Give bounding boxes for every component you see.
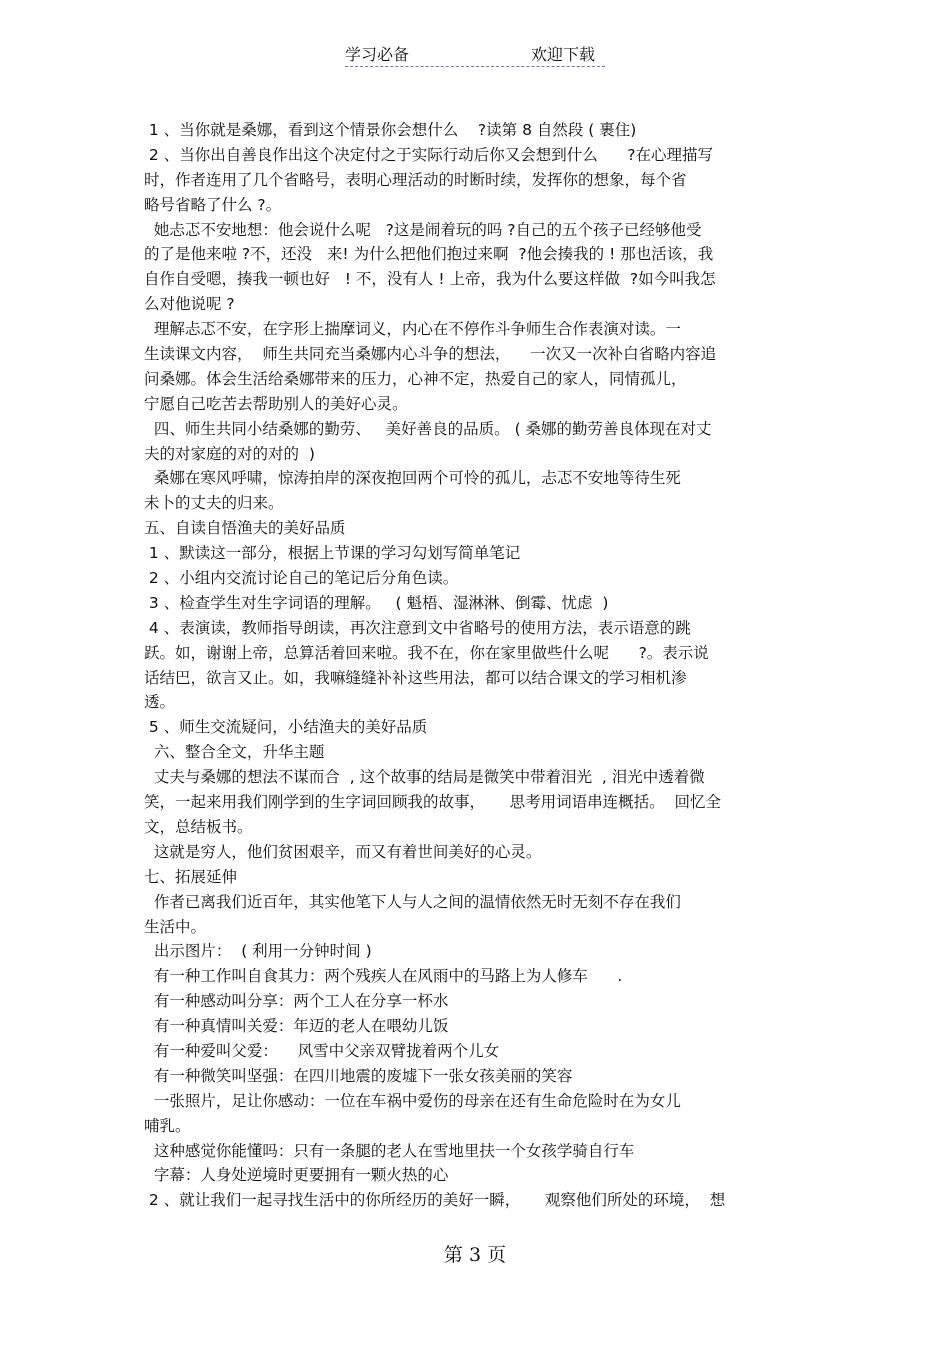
text-line: 有一种工作叫自食其力：两个残疾人在风雨中的马路上为人修车 . bbox=[144, 967, 623, 986]
text-line: 有一种真情叫关爱：年迈的老人在喂幼儿饭 bbox=[144, 1017, 449, 1036]
text-line: 4 、表演读，教师指导朗读，再次注意到文中省略号的使用方法，表示语意的跳 bbox=[144, 618, 691, 637]
text-line: 五、自读自悟渔夫的美好品质 bbox=[144, 519, 346, 538]
header-left-text: 学习必备 bbox=[345, 45, 410, 64]
text-line: 六、整合全文，升华主题 bbox=[144, 743, 325, 762]
text-line: 夫的对家庭的对的对的 ) bbox=[144, 444, 315, 463]
page-number: 第 3 页 bbox=[443, 1244, 507, 1266]
text-line: 这就是穷人，他们贫困艰辛，而又有着世间美好的心灵。 bbox=[144, 842, 542, 861]
text-line: 宁愿自己吃苦去帮助别人的美好心灵。 bbox=[144, 394, 408, 413]
text-line: 字幕：人身处逆境时更要拥有一颗火热的心 bbox=[144, 1166, 449, 1185]
text-line: 自作自受嗯，揍我一顿也好 ! 不，没有人 ! 上帝，我为什么要这样做 ?如今叫我怎 bbox=[144, 270, 716, 289]
text-line: 哺乳。 bbox=[144, 1116, 191, 1135]
page-header bbox=[345, 40, 605, 67]
text-line: 笑，一起来用我们刚学到的生字词回顾我的故事， 思考用词语串连概括。 回忆全 bbox=[144, 793, 721, 812]
text-line: 桑娜在寒风呼啸，惊涛拍岸的深夜抱回两个可怜的孤儿，忐忑不安地等待生死 bbox=[144, 469, 681, 488]
text-line: 有一种微笑叫坚强：在四川地震的废墟下一张女孩美丽的笑容 bbox=[144, 1066, 573, 1085]
text-line: 话结巴，欲言又止。如，我嘛缝缝补补这些用法，都可以结合课文的学习相机渗 bbox=[144, 668, 687, 687]
text-line: 生读课文内容， 师生共同充当桑娜内心斗争的想法， 一次又一次补白省略内容追 bbox=[144, 345, 717, 364]
text-line: 的了是他来啦 ?不，还没 来! 为什么把他们抱过来啊 ?他会揍我的 ! 那也活该，我 bbox=[144, 245, 714, 264]
text-line: 文，总结板书。 bbox=[144, 817, 253, 836]
text-line: 有一种感动叫分享：两个工人在分享一杯水 bbox=[144, 992, 449, 1011]
text-line: 她忐忑不安地想：他会说什么呢 ?这是闹着玩的吗 ?自己的五个孩子已经够他受 bbox=[144, 220, 702, 239]
text-line: 跃。如，谢谢上帝，总算活着回来啦。我不在，你在家里做些什么呢 ?。表示说 bbox=[144, 643, 709, 662]
text-line: 1 、当你就是桑娜，看到这个情景你会想什么 ?读第 8 自然段 ( 裹住) bbox=[144, 121, 637, 139]
text-line: 略号省略了什么 ?。 bbox=[144, 195, 282, 214]
text-line: 未卜的丈夫的归来。 bbox=[144, 494, 284, 513]
text-line: 有一种爱叫父爱： 风雪中父亲双臂拢着两个儿女 bbox=[144, 1041, 500, 1060]
text-line: 四、师生共同小结桑娜的勤劳、 美好善良的品质。 ( 桑娜的勤劳善良体现在对丈 bbox=[144, 419, 712, 438]
text-line: 生活中。 bbox=[144, 917, 207, 936]
text-line: 作者已离我们近百年，其实他笔下人与人之间的温情依然无时无刻不存在我们 bbox=[144, 892, 681, 911]
text-line: 3 、检查学生对生字词语的理解。 ( 魁梧、湿淋淋、倒霉、忧虑 ) bbox=[144, 593, 609, 612]
header-right-text: 欢迎下载 bbox=[531, 45, 596, 64]
text-line: 时，作者连用了几个省略号，表明心理活动的时断时续，发挥你的想象，每个省 bbox=[144, 170, 687, 189]
text-line: 理解忐忑不安，在字形上揣摩词义，内心在不停作斗争师生合作表演对读。一 bbox=[144, 320, 681, 339]
text-line: 七、拓展延伸 bbox=[144, 867, 238, 886]
text-line: 1 、默读这一部分，根据上节课的学习勾划写简单笔记 bbox=[144, 544, 521, 563]
text-line: 2 、当你出自善良作出这个决定付之于实际行动后你又会想到什么 ?在心理描写 bbox=[144, 145, 714, 164]
text-line: 问桑娜。体会生活给桑娜带来的压力，心神不定，热爱自己的家人，同情孤儿， bbox=[144, 369, 687, 388]
text-line: 一张照片，足让你感动：一位在车祸中爱伤的母亲在还有生命危险时在为女儿 bbox=[144, 1091, 681, 1110]
text-line: 5 、师生交流疑问，小结渔夫的美好品质 bbox=[144, 718, 428, 737]
text-line: 么对他说呢 ? bbox=[144, 295, 235, 314]
text-line: 丈夫与桑娜的想法不谋而合 , 这个故事的结局是微笑中带着泪光 , 泪光中透着微 bbox=[144, 768, 705, 787]
text-line: 2 、就让我们一起寻找生活中的你所经历的美好一瞬， 观察他们所处的环境， 想 bbox=[144, 1191, 726, 1210]
text-line: 出示图片： ( 利用一分钟时间 ) bbox=[144, 942, 372, 961]
text-line: 2 、小组内交流讨论自己的笔记后分角色读。 bbox=[144, 569, 459, 588]
document-body bbox=[144, 118, 810, 1213]
text-line: 这种感觉你能懂吗：只有一条腿的老人在雪地里扶一个女孩学骑自行车 bbox=[144, 1141, 635, 1160]
text-line: 透。 bbox=[144, 693, 176, 712]
